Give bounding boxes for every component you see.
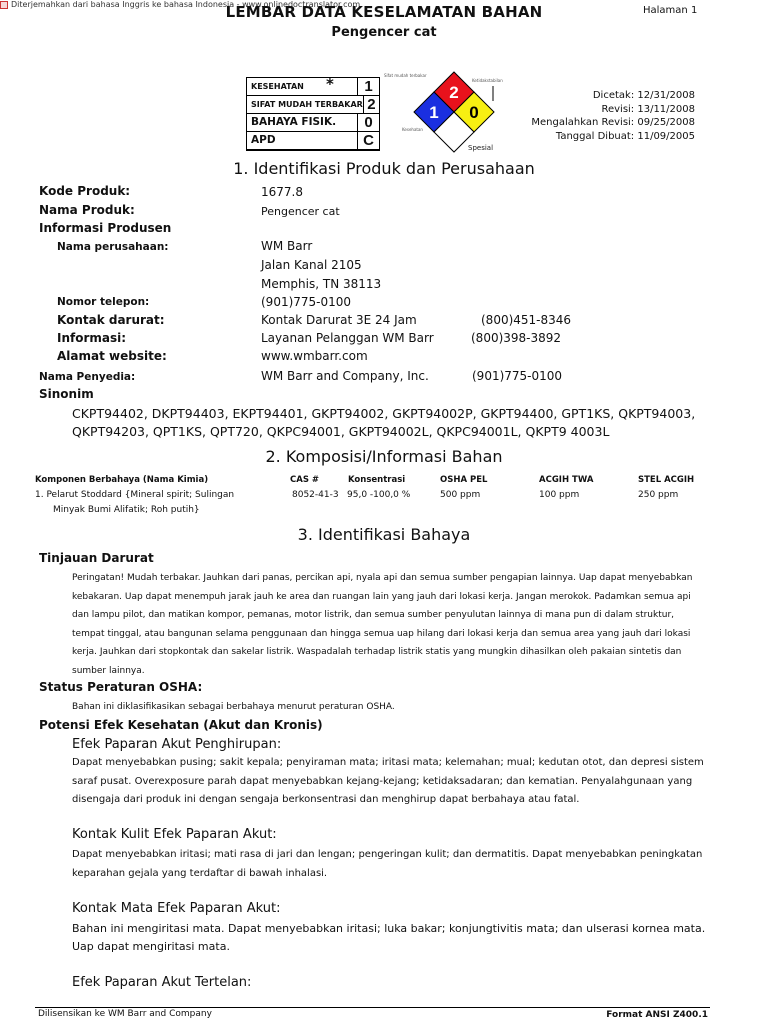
- emergency-overview-text: Peringatan! Mudah terbakar. Jauhkan dari panas, percikan api, nyala api dan semua sumber pengapian lainnya. Uap dapat menyebabkan kebakaran. Uap dapat menempuh jarak jauh ke area dan ruangan lain yang jauh dari lokasi kerja. Jangan merokok. Padamkan semua api dan lampu pilot, dan matikan kompor, pemanas, motor listrik, dan semua sumber penyulutan lainnya di mana pun di dalam struktur, tempat tinggal, atau bangunan selama penggunaan dan hingga semua uap hilang dari lokasi kerja dan semua area yang jauh dari lokasi kerja. Jauhkan dari stopkontak dan sakelar listrik. Waspadalah terhadap listrik statis yang mungkin dihasilkan oleh pakaian sintetis dan sumber lainnya.: [72, 573, 693, 676]
- health-effects-label: Potensi Efek Kesehatan (Akut dan Kronis): [39, 718, 323, 732]
- nfpa-health-value: 1: [429, 103, 439, 122]
- product-code-value: 1677.8: [261, 185, 303, 199]
- document-title: LEMBAR DATA KESELAMATAN BAHAN: [225, 3, 543, 21]
- nfpa-health-caption: Kesehatan: [402, 127, 423, 132]
- skin-contact-label: Kontak Kulit Efek Paparan Akut:: [72, 827, 277, 842]
- hmis-flammability-value: 2: [363, 96, 379, 113]
- inhalation-text: Dapat menyebabkan pusing; sakit kepala; penyiraman mata; iritasi mata; kelemahan; mual; kedutan otot, dan depresi sistem saraf pusat. Overexposure parah dapat menyebabkan kejang-kejang; ketidaksadaran; dan kematian. Penyalahgunaan yang disengaja dari produk ini dengan sengaja berkonsentrasi dan menghirup dapat berbahaya atau fatal.: [72, 757, 704, 805]
- supplier-phone: (901)775-0100: [472, 369, 563, 383]
- product-code-label: Kode Produk:: [39, 184, 131, 198]
- printed-date: Dicetak: 12/31/2008: [592, 90, 695, 101]
- component-concentration: 95,0 -100,0 %: [347, 490, 411, 500]
- supersedes-date: Mengalahkan Revisi: 09/25/2008: [531, 117, 695, 128]
- hmis-physical-value: 0: [357, 114, 379, 131]
- hmis-chronic-marker: *: [326, 75, 334, 93]
- ingestion-label: Efek Paparan Akut Tertelan:: [72, 975, 252, 990]
- hmis-ppe-value: C: [357, 132, 379, 149]
- information-phone: (800)398-3892: [471, 331, 562, 345]
- nfpa-flammability-caption: Sifat mudah terbakar: [384, 73, 427, 78]
- col-header-component: Komponen Berbahaya (Nama Kimia): [35, 475, 209, 485]
- component-stel-acgih: 250 ppm: [638, 490, 679, 500]
- document-dates: [520, 89, 695, 143]
- col-header-cas: CAS #: [290, 475, 320, 485]
- footer-license: Dilisensikan ke WM Barr and Company: [38, 1009, 212, 1019]
- information-label: Informasi:: [57, 331, 127, 345]
- company-name-line1: WM Barr: [261, 239, 313, 253]
- information-value: Layanan Pelanggan WM Barr: [261, 331, 434, 345]
- hmis-rating-table: [246, 77, 380, 151]
- website-label: Alamat website:: [57, 349, 167, 363]
- hmis-health-value: 1: [357, 78, 379, 95]
- nfpa-special-caption: Spesial: [468, 144, 494, 152]
- company-address-line2: Jalan Kanal 2105: [261, 258, 362, 272]
- section-1-title: 1. Identifikasi Produk dan Perusahaan: [233, 159, 535, 178]
- translator-text: Diterjemahkan dari bahasa Inggris ke bahasa Indonesia - www.onlinedoctranslator.com: [11, 0, 361, 9]
- phone-value: (901)775-0100: [261, 295, 352, 309]
- product-name-label: Nama Produk:: [39, 203, 135, 217]
- hmis-row-flammability: [247, 96, 379, 114]
- component-name-line1: 1. Pelarut Stoddard {Mineral spirit; Sulingan: [35, 490, 235, 500]
- emergency-contact-label: Kontak darurat:: [57, 313, 165, 327]
- hmis-health-label: KESEHATAN: [251, 82, 304, 91]
- section-3-title: 3. Identifikasi Bahaya: [297, 525, 471, 544]
- synonyms-label: Sinonim: [39, 387, 94, 401]
- osha-status-label: Status Peraturan OSHA:: [39, 680, 203, 694]
- created-date: Tanggal Dibuat: 11/09/2005: [555, 130, 695, 142]
- component-name-line2: Minyak Bumi Alifatik; Roh putih}: [53, 505, 200, 515]
- col-header-concentration: Konsentrasi: [348, 475, 406, 485]
- component-cas: 8052-41-3: [292, 490, 339, 500]
- section-2-title: 2. Komposisi/Informasi Bahan: [265, 447, 503, 466]
- hmis-row-ppe: [247, 132, 379, 150]
- component-osha-pel: 500 ppm: [440, 490, 481, 500]
- hmis-row-health: [247, 78, 379, 96]
- footer-format: Format ANSI Z400.1: [606, 1010, 708, 1020]
- hmis-ppe-label: APD: [251, 134, 276, 146]
- footer-divider: [35, 1007, 710, 1008]
- supplier-name-label: Nama Penyedia:: [39, 371, 136, 383]
- eye-contact-label: Kontak Mata Efek Paparan Akut:: [72, 901, 281, 916]
- revision-date: Revisi: 13/11/2008: [601, 103, 695, 115]
- nfpa-flammability-value: 2: [449, 83, 459, 102]
- nfpa-reactivity-value: 0: [469, 103, 479, 122]
- emergency-contact-phone: (800)451-8346: [481, 313, 572, 327]
- col-header-osha-pel: OSHA PEL: [440, 475, 488, 485]
- emergency-contact-value: Kontak Darurat 3E 24 Jam: [261, 313, 417, 327]
- page-number: Halaman 1: [643, 5, 698, 16]
- document-subtitle: Pengencer cat: [331, 25, 437, 40]
- manufacturer-info-label: Informasi Produsen: [39, 221, 172, 235]
- col-header-stel-acgih: STEL ACGIH: [638, 475, 695, 485]
- inhalation-label: Efek Paparan Akut Penghirupan:: [72, 737, 282, 752]
- emergency-overview-label: Tinjauan Darurat: [39, 551, 154, 565]
- nfpa-diamond: [384, 68, 508, 160]
- col-header-acgih-twa: ACGIH TWA: [539, 475, 594, 485]
- supplier-name-value: WM Barr and Company, Inc.: [261, 369, 429, 383]
- osha-status-text: Bahan ini diklasifikasikan sebagai berbahaya menurut peraturan OSHA.: [72, 702, 395, 712]
- component-acgih-twa: 100 ppm: [539, 490, 580, 500]
- skin-contact-text: Dapat menyebabkan iritasi; mati rasa di jari dan lengan; pengeringan kulit; dan dermatitis. Dapat menyebabkan peningkatan keparahan gejala yang terdaftar di bawah inhalasi.: [72, 849, 703, 879]
- company-address-line3: Memphis, TN 38113: [261, 277, 382, 291]
- company-name-label: Nama perusahaan:: [57, 241, 169, 253]
- phone-label: Nomor telepon:: [57, 296, 150, 308]
- synonyms-text: CKPT94402, DKPT94403, EKPT94401, GKPT94002, GKPT94002P, GKPT94400, GPT1KS, QKPT94003, QKPT94203, QPT1KS, QPT720, QKPC94001, GKPT94002L, QKPC94001L, QKPT9 4003L: [72, 406, 696, 439]
- hmis-physical-label: BAHAYA FISIK.: [251, 116, 337, 128]
- nfpa-reactivity-caption: Ketidakstabilan: [472, 78, 503, 83]
- product-name-value: Pengencer cat: [261, 205, 340, 218]
- eye-contact-text: Bahan ini mengiritasi mata. Dapat menyebabkan iritasi; luka bakar; konjungtivitis mata; dan ulserasi kornea mata. Uap dapat mengiritasi mata.: [72, 922, 706, 953]
- hmis-row-physical: [247, 114, 379, 132]
- website-value: www.wmbarr.com: [261, 349, 368, 363]
- hmis-flammability-label: SIFAT MUDAH TERBAKAR: [251, 100, 363, 109]
